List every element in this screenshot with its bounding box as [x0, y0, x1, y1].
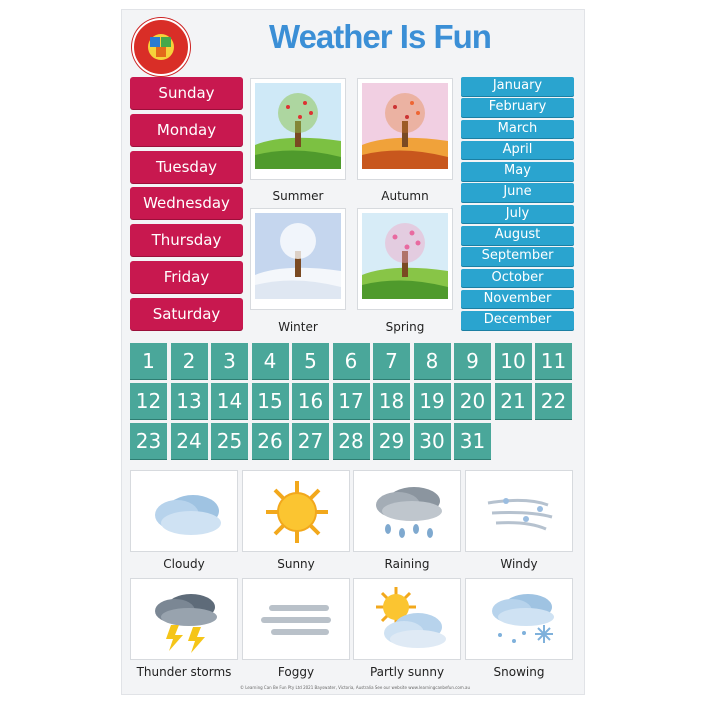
date-number: 7	[373, 343, 410, 379]
date-number: 11	[535, 343, 572, 379]
date-number: 27	[292, 423, 329, 459]
weather-label: Cloudy	[163, 557, 205, 571]
summer-card	[250, 78, 346, 180]
raining-card	[353, 470, 461, 552]
month-card: February	[461, 98, 574, 117]
sunny-card	[242, 470, 350, 552]
day-card: Saturday	[130, 298, 243, 330]
weather-label: Partly sunny	[369, 665, 445, 679]
partly-sunny-icon	[354, 579, 462, 661]
date-number: 2	[171, 343, 208, 379]
date-number: 9	[454, 343, 491, 379]
date-number: 26	[252, 423, 289, 459]
fog-icon	[243, 579, 351, 661]
date-number: 3	[211, 343, 248, 379]
date-number: 16	[292, 383, 329, 419]
winter-card	[250, 208, 346, 310]
month-card: December	[461, 311, 574, 330]
date-number: 4	[252, 343, 289, 379]
autumn-card	[357, 78, 453, 180]
date-number: 29	[373, 423, 410, 459]
date-number: 19	[414, 383, 451, 419]
thunder-cloud-icon	[131, 579, 239, 661]
date-number: 5	[292, 343, 329, 379]
date-number: 13	[171, 383, 208, 419]
day-card: Sunday	[130, 77, 243, 109]
date-number: 23	[130, 423, 167, 459]
day-card: Friday	[130, 261, 243, 293]
snow-cloud-icon	[466, 579, 574, 661]
month-card: July	[461, 205, 574, 224]
day-card: Monday	[130, 114, 243, 146]
logo	[132, 18, 190, 76]
foggy-card	[242, 578, 350, 660]
season-label: Autumn	[381, 189, 429, 203]
date-number: 12	[130, 383, 167, 419]
day-card: Wednesday	[130, 187, 243, 219]
day-card: Thursday	[130, 224, 243, 256]
season-label: Summer	[272, 189, 324, 203]
date-number: 10	[495, 343, 532, 379]
month-card: March	[461, 120, 574, 139]
month-card: May	[461, 162, 574, 181]
autumn-tree-icon	[362, 83, 448, 169]
winter-tree-icon	[255, 213, 341, 299]
logo-block-green	[161, 37, 171, 47]
month-card: January	[461, 77, 574, 96]
date-number: 24	[171, 423, 208, 459]
weather-label: Raining	[384, 557, 430, 571]
weather-label: Sunny	[277, 557, 315, 571]
logo-block-orange	[156, 47, 166, 57]
date-number: 14	[211, 383, 248, 419]
months-column	[461, 77, 574, 333]
days-column	[130, 77, 243, 335]
date-number: 17	[333, 383, 370, 419]
season-label: Winter	[278, 320, 318, 334]
date-number: 1	[130, 343, 167, 379]
date-number: 31	[454, 423, 491, 459]
thunder-storms-card	[130, 578, 238, 660]
footer-copyright: © Learning Can Be Fun Pty Ltd 2021 Bayswater, Victoria, Australia See our website www.learningcanbefun.com.au	[240, 685, 470, 690]
date-number: 25	[211, 423, 248, 459]
logo-block-blue	[150, 37, 160, 47]
date-number: 28	[333, 423, 370, 459]
spring-card	[357, 208, 453, 310]
season-label: Spring	[385, 320, 425, 334]
date-number: 30	[414, 423, 451, 459]
date-number: 20	[454, 383, 491, 419]
page-title: Weather Is Fun	[269, 18, 491, 55]
date-number: 22	[535, 383, 572, 419]
month-card: June	[461, 183, 574, 202]
summer-tree-icon	[255, 83, 341, 169]
logo-emblem	[148, 34, 174, 60]
rain-cloud-icon	[354, 471, 462, 553]
month-card: October	[461, 269, 574, 288]
date-number: 15	[252, 383, 289, 419]
weather-label: Snowing	[493, 665, 545, 679]
month-card: September	[461, 247, 574, 266]
spring-tree-icon	[362, 213, 448, 299]
weather-label: Foggy	[277, 665, 315, 679]
month-card: November	[461, 290, 574, 309]
date-number: 8	[414, 343, 451, 379]
cloudy-card	[130, 470, 238, 552]
weather-label: Windy	[500, 557, 538, 571]
weather-label: Thunder storms	[136, 665, 232, 679]
day-card: Tuesday	[130, 151, 243, 183]
date-number: 18	[373, 383, 410, 419]
date-number: 6	[333, 343, 370, 379]
wind-icon	[466, 471, 574, 553]
sun-icon	[243, 471, 351, 553]
date-number: 21	[495, 383, 532, 419]
month-card: August	[461, 226, 574, 245]
partly-sunny-card	[353, 578, 461, 660]
snowing-card	[465, 578, 573, 660]
windy-card	[465, 470, 573, 552]
cloud-icon	[131, 471, 239, 553]
month-card: April	[461, 141, 574, 160]
